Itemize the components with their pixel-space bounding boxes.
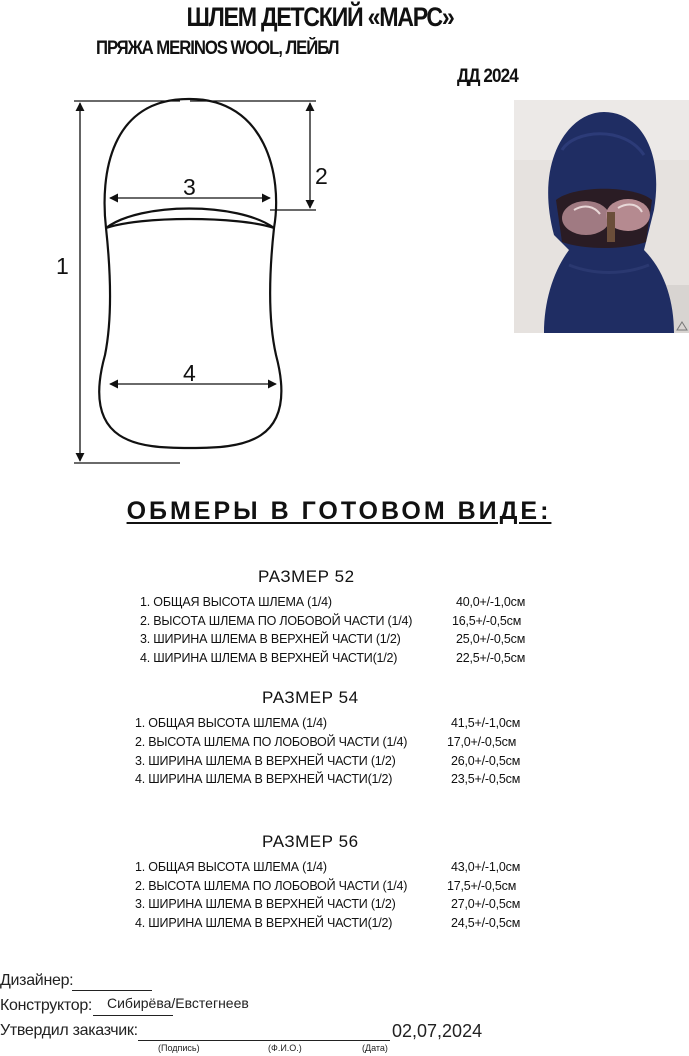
size52-row4-label: 4. ШИРИНА ШЛЕМА В ВЕРХНЕЙ ЧАСТИ(1/2) <box>140 651 398 665</box>
size52-row1-value: 40,0+/-1,0см <box>456 595 526 609</box>
helmet-diagram <box>50 90 340 470</box>
name-hint: (Ф.И.О.) <box>268 1043 302 1053</box>
size54-row3-label: 3. ШИРИНА ШЛЕМА В ВЕРХНЕЙ ЧАСТИ (1/2) <box>135 754 396 768</box>
dimension-label-4: 4 <box>183 360 196 386</box>
measurements-heading: ОБМЕРЫ В ГОТОВОМ ВИДЕ: <box>126 497 552 525</box>
size52-row3-value: 25,0+/-0,5см <box>456 632 526 646</box>
model-code: ДД 2024 <box>457 66 518 87</box>
size54-row2-label: 2. ВЫСОТА ШЛЕМА ПО ЛОБОВОЙ ЧАСТИ (1/4) <box>135 735 408 749</box>
product-photo <box>514 100 689 333</box>
approved-label: Утвердил заказчик: <box>0 1022 138 1039</box>
size56-row3-label: 3. ШИРИНА ШЛЕМА В ВЕРХНЕЙ ЧАСТИ (1/2) <box>135 897 396 911</box>
size56-row1-value: 43,0+/-1,0см <box>451 860 521 874</box>
size56-row2-value: 17,5+/-0,5см <box>447 879 517 893</box>
size54-row4-value: 23,5+/-0,5см <box>451 772 521 786</box>
date-hint: (Дата) <box>362 1043 388 1053</box>
size-title-56: РАЗМЕР 56 <box>262 832 359 851</box>
dimension-label-1: 1 <box>56 253 69 279</box>
constructor-names: Сибирёва/Евстегнеев <box>107 995 249 1011</box>
size54-row2-value: 17,0+/-0,5см <box>447 735 517 749</box>
size56-row3-value: 27,0+/-0,5см <box>451 897 521 911</box>
size56-row4-value: 24,5+/-0,5см <box>451 916 521 930</box>
size54-row1-label: 1. ОБЩАЯ ВЫСОТА ШЛЕМА (1/4) <box>135 716 327 730</box>
size52-row1-label: 1. ОБЩАЯ ВЫСОТА ШЛЕМА (1/4) <box>140 595 332 609</box>
helmet-outline <box>99 99 281 448</box>
size54-row3-value: 26,0+/-0,5см <box>451 754 521 768</box>
size56-row4-label: 4. ШИРИНА ШЛЕМА В ВЕРХНЕЙ ЧАСТИ(1/2) <box>135 916 393 930</box>
designer-label: Дизайнер: <box>0 972 74 989</box>
size54-row1-value: 41,5+/-1,0см <box>451 716 521 730</box>
dimension-label-3: 3 <box>183 174 196 200</box>
size52-row2-label: 2. ВЫСОТА ШЛЕМА ПО ЛОБОВОЙ ЧАСТИ (1/4) <box>140 614 413 628</box>
approval-date: 02,07,2024 <box>392 1021 483 1041</box>
yarn-subtitle: ПРЯЖА MERINOS WOOL, ЛЕЙБЛ <box>96 38 339 59</box>
designer-signature-line <box>72 990 152 991</box>
constructor-signature-line <box>93 1015 173 1016</box>
size-title-54: РАЗМЕР 54 <box>262 688 359 707</box>
document-title: ШЛЕМ ДЕТСКИЙ «МАРС» <box>186 2 454 32</box>
size54-row4-label: 4. ШИРИНА ШЛЕМА В ВЕРХНЕЙ ЧАСТИ(1/2) <box>135 772 393 786</box>
dimension-label-2: 2 <box>315 163 328 189</box>
constructor-label: Конструктор: <box>0 997 93 1014</box>
approval-signature-line <box>138 1040 390 1041</box>
size56-row1-label: 1. ОБЩАЯ ВЫСОТА ШЛЕМА (1/4) <box>135 860 327 874</box>
size52-row2-value: 16,5+/-0,5см <box>452 614 522 628</box>
size52-row3-label: 3. ШИРИНА ШЛЕМА В ВЕРХНЕЙ ЧАСТИ (1/2) <box>140 632 401 646</box>
size-title-52: РАЗМЕР 52 <box>258 567 355 586</box>
signature-hint: (Подпись) <box>158 1043 200 1053</box>
size52-row4-value: 22,5+/-0,5см <box>456 651 526 665</box>
size56-row2-label: 2. ВЫСОТА ШЛЕМА ПО ЛОБОВОЙ ЧАСТИ (1/4) <box>135 879 408 893</box>
